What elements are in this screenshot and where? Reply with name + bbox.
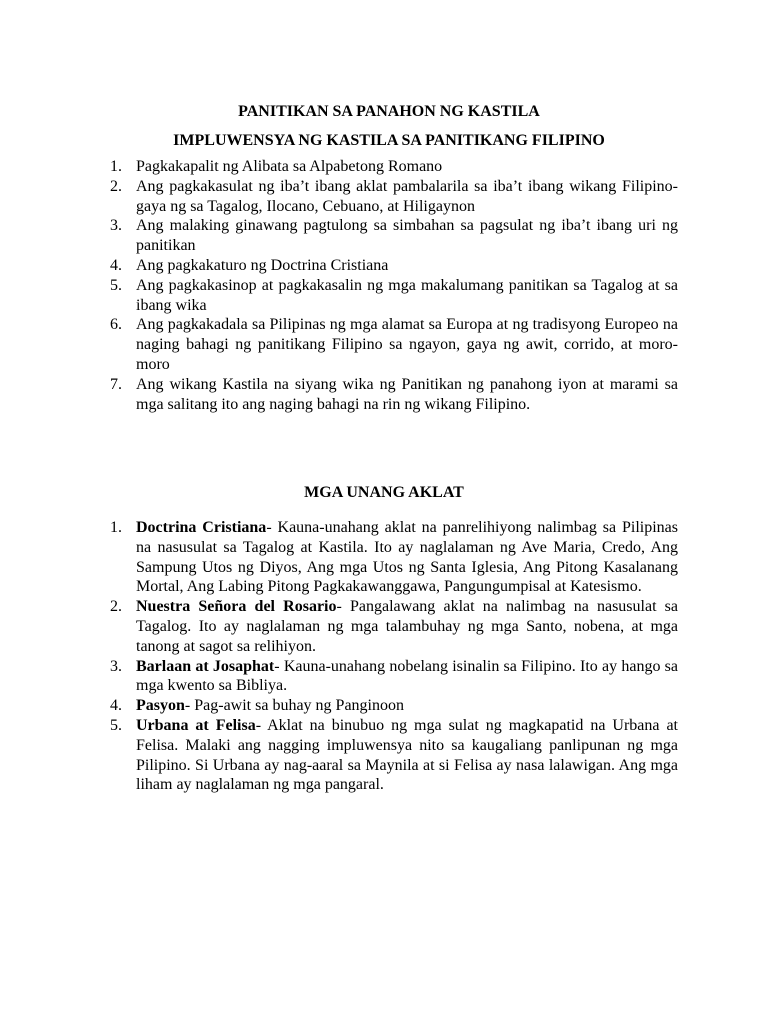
book-item — [110, 657, 678, 697]
list-item-text: Pagkakapalit ng Alibata sa Alpabetong Romano — [136, 158, 443, 175]
book-title: Pasyon — [136, 697, 185, 715]
book-title: Urbana at Felisa — [136, 716, 256, 734]
list-number: 5. — [110, 716, 122, 734]
list-number: 3. — [110, 217, 122, 235]
list-item — [110, 177, 678, 217]
list-item — [110, 216, 678, 256]
list-number: 2. — [110, 177, 122, 195]
books-list — [110, 518, 678, 795]
list-item — [110, 375, 678, 415]
list-number: 7. — [110, 375, 122, 393]
list-number: 4. — [110, 697, 122, 715]
book-title: Nuestra Señora del Rosario — [136, 598, 337, 616]
list-item — [110, 276, 678, 316]
list-item-text: Ang pagkakadala sa Pilipinas ng mga alamat sa Europa at ng tradisyong Europeo na naging bahagi ng panitikang Filipino sa ngayon, gaya ng awit, corrido, at moro-moro — [136, 316, 678, 373]
list-number: 4. — [110, 256, 122, 274]
influence-heading: IMPLUWENSYA NG KASTILA SA PANITIKANG FILIPINO — [173, 132, 605, 149]
list-item-text: Ang pagkakaturo ng Doctrina Cristiana — [136, 256, 389, 274]
page-title: PANITIKAN SA PANAHON NG KASTILA — [238, 103, 540, 120]
book-description: - Aklat na binubuo ng mga sulat ng magkapatid na Urbana at Felisa. Malaki ang nagging impluwensya nito sa kaugaliang panlipunan ng mga Pilipino. Si Urbana ay nag-aaral sa Maynila at si Felisa ay nasa lalawigan. Ang mga liham ay naglalaman ng mga pangaral. — [136, 716, 678, 794]
books-heading: MGA UNANG AKLAT — [304, 484, 464, 501]
list-item — [110, 256, 678, 276]
list-number: 2. — [110, 598, 122, 616]
book-description: - Pag-awit sa buhay ng Panginoon — [184, 697, 404, 715]
book-description: - Kauna-unahang aklat na panrelihiyong nalimbag sa Pilipinas na nasusulat sa Tagalog at Kastila. Ito ay naglalaman ng Ave Maria, Credo, Ang Sampung Utos ng Diyos, Ang mga Utos ng Santa Iglesia, Ang Pitong Kasalanang Mortal, Ang Labing Pitong Pagkakawanggawa, Pangungumpisal at Katesismo. — [136, 519, 678, 596]
book-item — [110, 696, 678, 716]
list-number: 5. — [110, 276, 122, 294]
list-number: 6. — [110, 316, 122, 334]
book-item — [110, 597, 678, 656]
list-number: 1. — [110, 158, 122, 175]
list-item-text: Ang pagkakasinop at pagkakasalin ng mga makalumang panitikan sa Tagalog at sa ibang wika — [136, 276, 678, 314]
book-description: - Kauna-unahang nobelang isinalin sa Filipino. Ito ay hango sa mga kwento sa Bibliya. — [136, 657, 679, 695]
list-item-text: Ang wikang Kastila na siyang wika ng Panitikan ng panahong iyon at marami sa mga salitang ito ang naging bahagi na rin ng wikang Filipino. — [136, 375, 678, 413]
influence-list — [110, 157, 678, 414]
list-item — [110, 157, 678, 177]
book-description: - Pangalawang aklat na nalimbag na nasusulat sa Tagalog. Ito ay naglalaman ng mga talambuhay ng mga Santo, nobena, at mga tanong at sagot sa relihiyon. — [136, 598, 679, 655]
book-item — [110, 518, 678, 597]
list-number: 1. — [110, 519, 122, 536]
book-title: Barlaan at Josaphat — [136, 657, 275, 675]
list-item-text: Ang pagkakasulat ng iba’t ibang aklat pambalarila sa iba’t ibang wikang Filipino-gaya ng sa Tagalog, Ilocano, Cebuano, at Hiligaynon — [136, 177, 678, 215]
book-title: Doctrina Cristiana — [136, 519, 267, 536]
list-number: 3. — [110, 657, 122, 675]
list-item-text: Ang malaking ginawang pagtulong sa simbahan sa pagsulat ng iba’t ibang uri ng panitikan — [136, 217, 678, 255]
list-item — [110, 315, 678, 374]
book-item — [110, 716, 678, 795]
